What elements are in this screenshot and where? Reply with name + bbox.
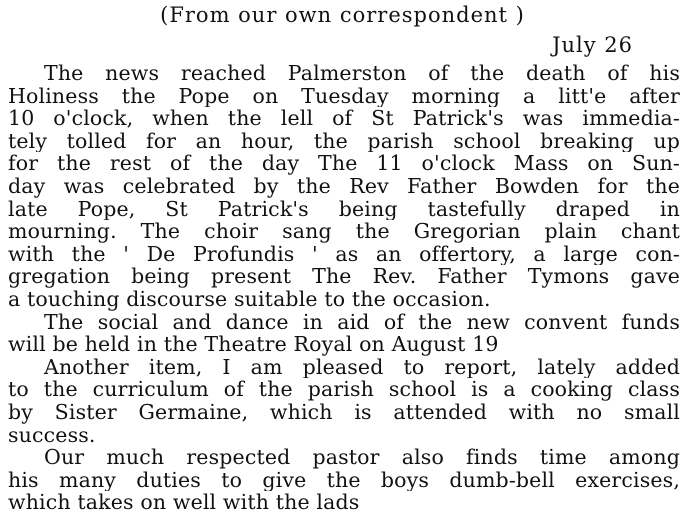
article-paragraph xyxy=(8,311,680,356)
article-body xyxy=(8,62,680,514)
text-line: success. xyxy=(8,423,96,447)
article-paragraph xyxy=(8,446,680,514)
text-line: his many duties to give the boys dumb-bell exercises, xyxy=(8,468,680,492)
text-line: gregation being present The Rev. Father Tymons gave xyxy=(8,265,680,288)
text-line: with the ' De Profundis ' as an offertory, a large con- xyxy=(8,242,680,266)
text-line: Our much respected pastor also finds time among xyxy=(44,446,680,469)
text-line: will be held in the Theatre Royal on August 19 xyxy=(8,333,499,356)
text-line: by Sister Germaine, which is attended with no small xyxy=(8,400,680,424)
text-line: tely tolled for an hour, the parish school breaking up xyxy=(8,129,680,153)
text-line: mourning. The choir sang the Gregorian plain chant xyxy=(8,220,680,243)
text-line: The social and dance in aid of the new convent funds xyxy=(44,310,680,334)
text-line: for the rest of the day The 11 o'clock Mass on Sun- xyxy=(8,152,680,175)
text-line: to the curriculum of the parish school is a cooking class xyxy=(8,378,680,401)
text-line: late Pope, St Patrick's being tastefully draped in xyxy=(8,197,680,221)
byline: (From our own correspondent ) xyxy=(160,3,525,27)
text-line: The news reached Palmerston of the death of his xyxy=(44,62,680,85)
article-paragraph xyxy=(8,356,680,446)
text-line: Another item, I am pleased to report, lately added xyxy=(44,355,680,379)
text-line: Holiness the Pope on Tuesday morning a litt'e after xyxy=(8,84,680,108)
text-line: which takes on well with the lads xyxy=(8,491,360,514)
text-line: day was celebrated by the Rev Father Bowden for the xyxy=(8,174,680,198)
article-paragraph xyxy=(8,62,680,311)
text-line: 10 o'clock, when the lell of St Patrick's was immedia- xyxy=(8,107,680,130)
text-line: a touching discourse suitable to the occasion. xyxy=(8,287,491,311)
dateline: July 26 xyxy=(552,33,633,57)
